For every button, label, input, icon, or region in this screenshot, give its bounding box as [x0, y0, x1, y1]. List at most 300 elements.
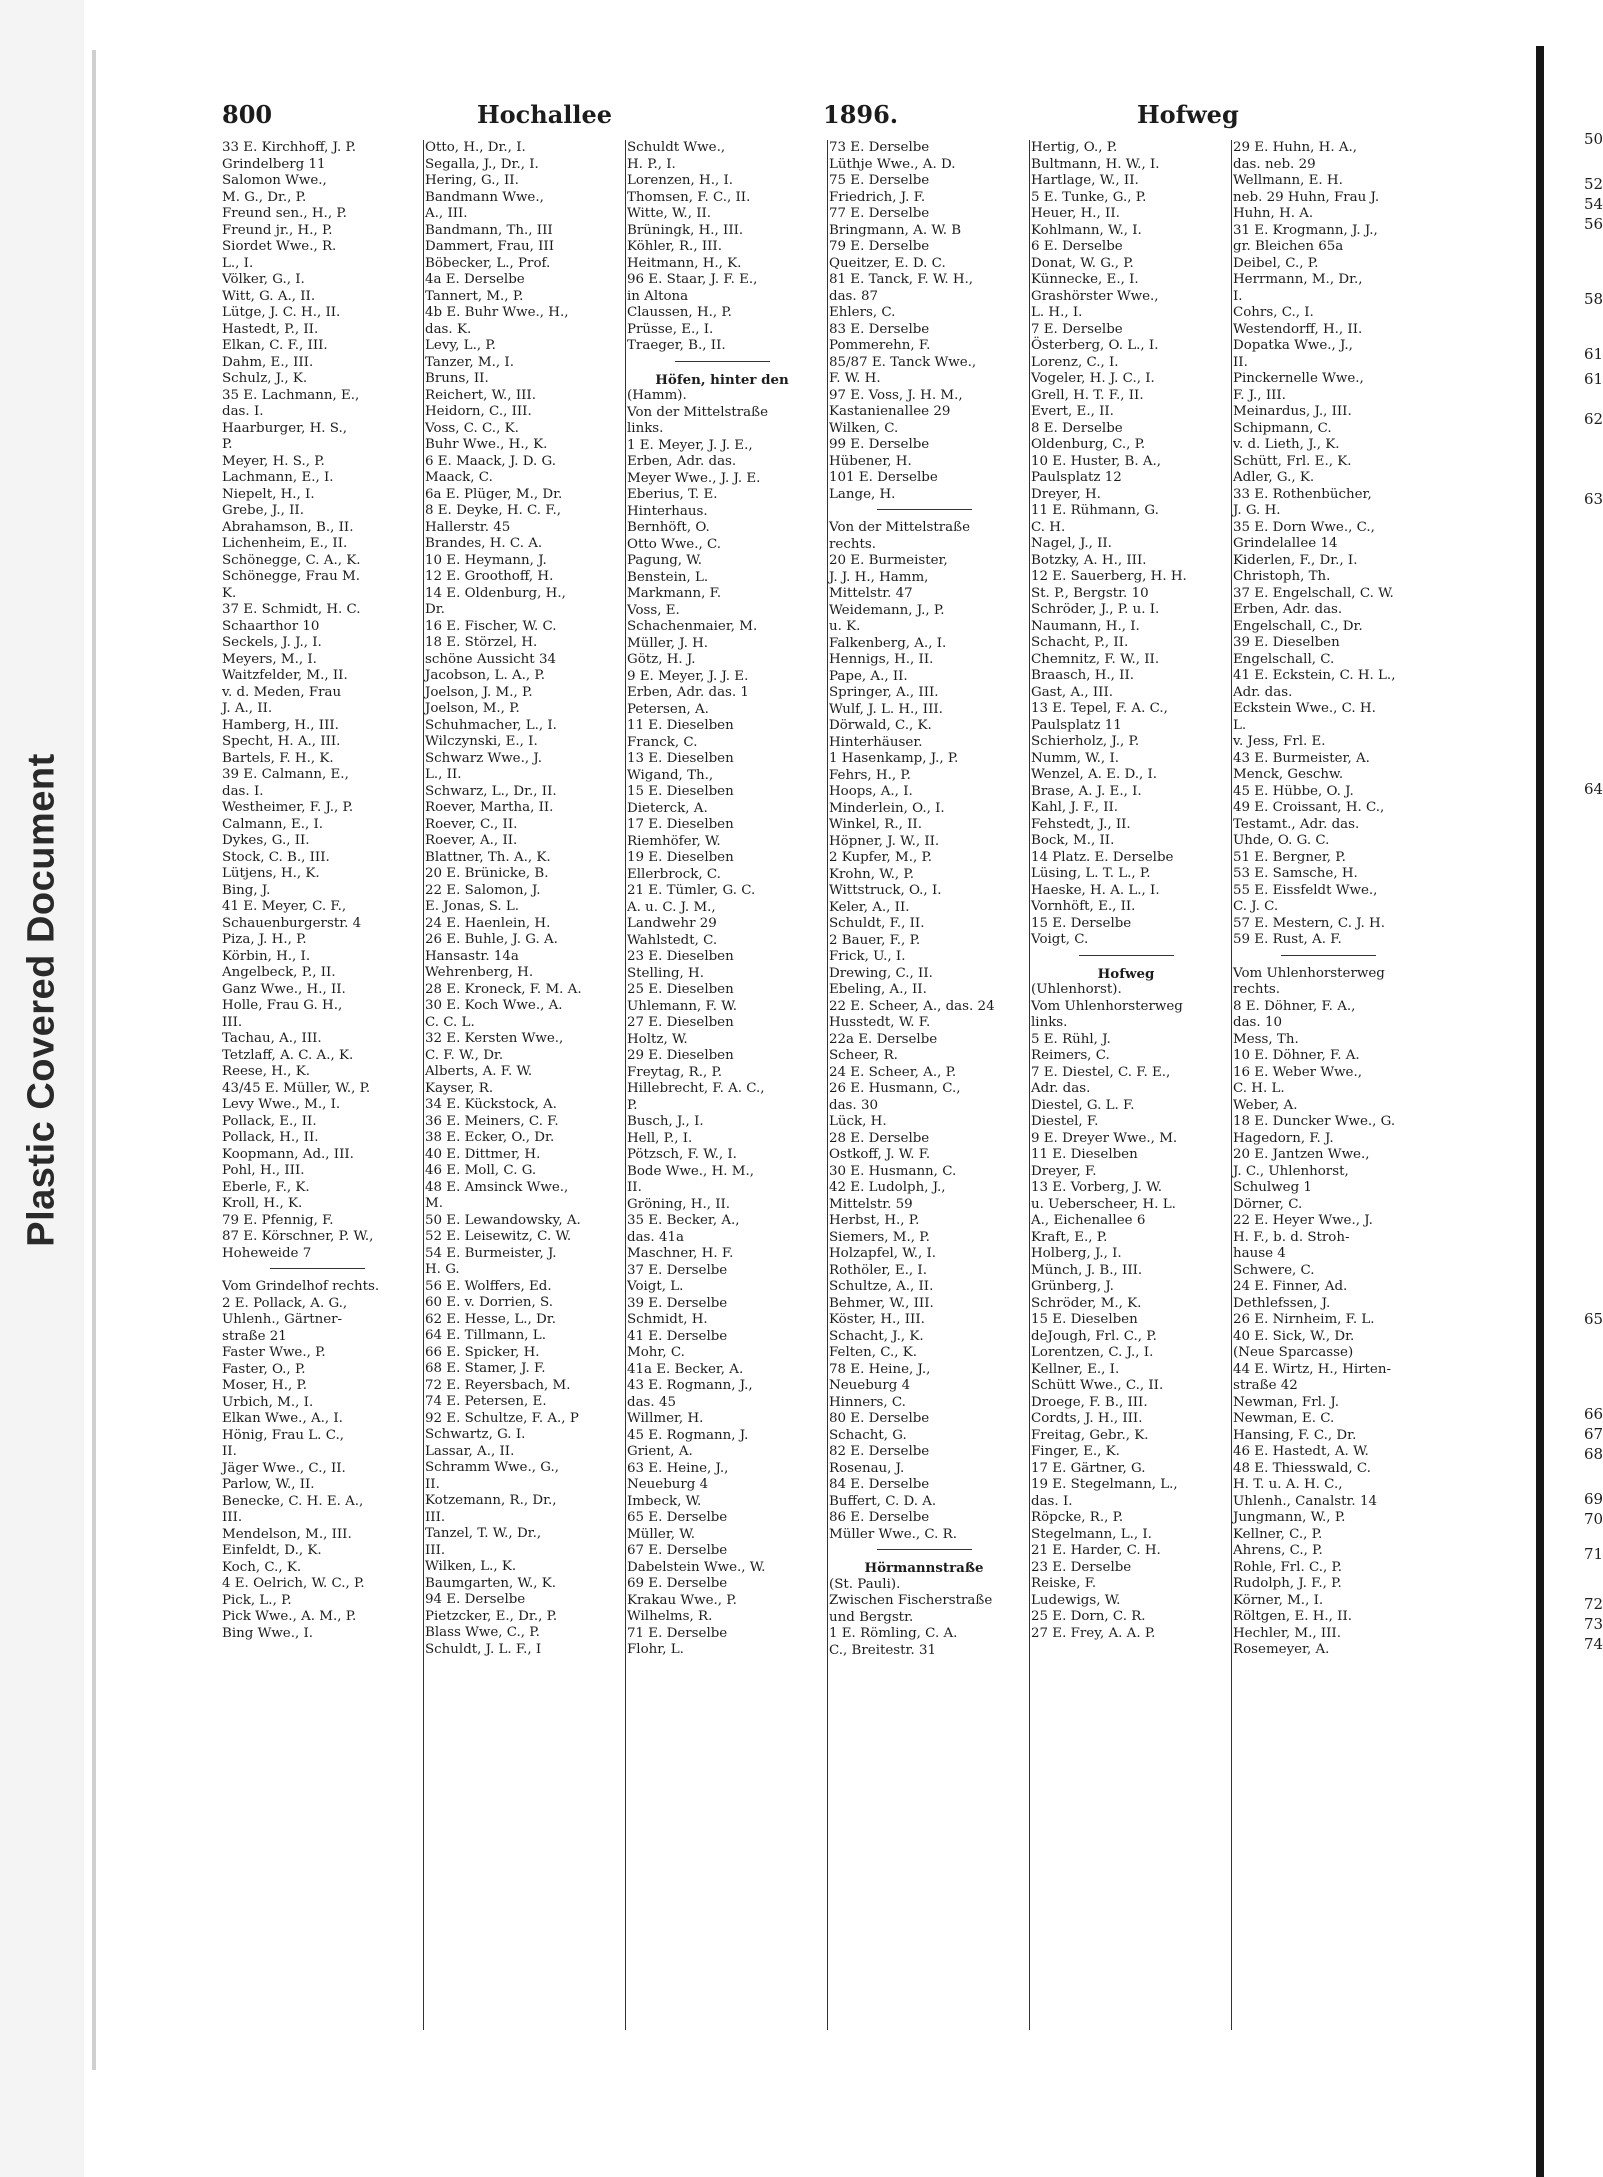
directory-entry: Levy Wwe., M., I.: [222, 1097, 341, 1112]
directory-entry: und Bergstr.: [829, 1609, 914, 1625]
directory-entry: Meyer Wwe., J. J. E.: [627, 470, 761, 486]
directory-entry: 54 E. Burmeister, J.: [425, 1245, 557, 1261]
directory-entry: C. F. W., Dr.: [425, 1047, 504, 1063]
directory-entry: Mendelson, M., III.: [222, 1526, 352, 1542]
directory-entry: Röpcke, R., P.: [1031, 1510, 1124, 1525]
directory-entry: Parlow, W., II.: [222, 1477, 315, 1492]
directory-entry: 6 E. Derselbe: [1031, 239, 1123, 254]
directory-entry: Winkel, R., II.: [829, 817, 922, 832]
directory-entry: Westendorff, H., II.: [1233, 321, 1363, 337]
directory-entry: 35 E. Dorn Wwe., C.,: [1233, 519, 1375, 535]
adjacent-page-number: 50: [1584, 130, 1603, 148]
directory-entry: 26 E. Buhle, J. G. A.: [425, 932, 558, 947]
directory-entry: 42 E. Ludolph, J.,: [829, 1180, 946, 1195]
directory-entry: straße 21: [222, 1328, 287, 1344]
directory-entry: 17 E. Dieselben: [627, 817, 734, 832]
directory-entry: M. G., Dr., P.: [222, 189, 307, 205]
directory-entry: v. Jess, Frl. E.: [1233, 734, 1326, 749]
adjacent-page-number: 71: [1584, 1545, 1603, 1563]
directory-entry: Pommerehn, F.: [829, 338, 931, 353]
directory-entry: Stegelmann, L., I.: [1031, 1526, 1152, 1542]
directory-entry: Thomsen, F. C., II.: [627, 189, 751, 205]
adjacent-page-number: 56: [1584, 215, 1603, 233]
directory-entry: III.: [425, 1509, 446, 1525]
directory-entry: Hechler, M., III.: [1233, 1625, 1341, 1641]
directory-entry: Stelling, H.: [627, 965, 704, 981]
adjacent-page-number: 64: [1584, 780, 1603, 798]
directory-entry: Nagel, J., II.: [1031, 536, 1112, 551]
directory-entry: J. G. H.: [1233, 503, 1281, 518]
directory-entry: F. W. H.: [829, 371, 881, 386]
directory-entry: Einfeldt, D., K.: [222, 1543, 322, 1558]
directory-entry: 55 E. Eissfeldt Wwe.,: [1233, 882, 1378, 898]
directory-entry: 27 E. Frey, A. A. P.: [1031, 1625, 1156, 1641]
directory-entry: C. J. C.: [1233, 899, 1279, 914]
directory-entry: 22 E. Scheer, A., das. 24: [829, 998, 995, 1014]
directory-entry: 33 E. Rothenbücher,: [1233, 486, 1372, 502]
directory-entry: 7 E. Diestel, C. F. E.,: [1031, 1064, 1171, 1080]
directory-entry: 97 E. Voss, J. H. M.,: [829, 387, 963, 403]
directory-entry: Rothöler, E., I.: [829, 1262, 927, 1278]
directory-entry: Kayser, R.: [425, 1080, 494, 1096]
directory-entry: Lütge, J. C. H., II.: [222, 305, 341, 320]
page-edge: [92, 50, 96, 2070]
directory-entry: Donat, W. G., P.: [1031, 255, 1134, 271]
directory-entry: 10 E. Döhner, F. A.: [1233, 1048, 1360, 1063]
directory-entry: 75 E. Derselbe: [829, 173, 930, 188]
directory-entry: Prüsse, E., I.: [627, 321, 714, 337]
directory-entry: 56 E. Wolffers, Ed.: [425, 1278, 552, 1294]
directory-entry: Ludewigs, W.: [1031, 1592, 1121, 1608]
directory-entry: 40 E. Dittmer, H.: [425, 1146, 541, 1162]
directory-entry: 48 E. Amsinck Wwe.,: [425, 1179, 569, 1195]
directory-entry: 67 E. Derselbe: [627, 1543, 728, 1558]
directory-entry: Krakau Wwe., P.: [627, 1592, 737, 1608]
directory-entry: 74 E. Petersen, E.: [425, 1394, 547, 1409]
directory-entry: 8 E. Derselbe: [1031, 420, 1123, 436]
directory-entry: Botzky, A. H., III.: [1031, 552, 1147, 568]
directory-entry: 16 E. Fischer, W. C.: [425, 618, 557, 634]
directory-entry: Oldenburg, C., P.: [1031, 437, 1146, 452]
directory-entry: Voigt, C.: [1031, 932, 1089, 947]
directory-entry: Salomon Wwe.,: [222, 173, 327, 188]
directory-entry: Wenzel, A. E. D., I.: [1031, 767, 1158, 782]
directory-entry: Ebeling, A., II.: [829, 982, 927, 997]
directory-entry: Dörner, C.: [1233, 1196, 1303, 1212]
directory-entry: 45 E. Rogmann, J.: [627, 1427, 749, 1443]
directory-entry: Schacht, P., II.: [1031, 635, 1129, 650]
directory-entry: Felten, C., K.: [829, 1345, 918, 1360]
directory-entry: Eberius, T. E.: [627, 487, 718, 502]
directory-entry: Ganz Wwe., H., II.: [222, 981, 346, 997]
directory-entry: (Neue Sparcasse): [1233, 1345, 1354, 1360]
directory-entry: Paulsplatz 11: [1031, 717, 1122, 733]
directory-entry: Pagung, W.: [627, 553, 702, 568]
directory-entry: Petersen, A.: [627, 701, 709, 717]
directory-entry: 41 E. Meyer, C. F.,: [222, 899, 347, 914]
directory-entry: L., I.: [222, 255, 254, 271]
directory-entry: Bartels, F. H., K.: [222, 750, 334, 766]
directory-entry: St. P., Bergstr. 10: [1031, 585, 1149, 601]
directory-entry: 50 E. Lewandowsky, A.: [425, 1212, 581, 1228]
directory-entry: Westheimer, F. J., P.: [222, 800, 354, 815]
directory-entry: Rosemeyer, A.: [1233, 1642, 1330, 1657]
directory-entry: Pick, L., P.: [222, 1592, 292, 1608]
column-rule: [827, 140, 828, 2030]
directory-entry: das. I.: [222, 783, 264, 799]
directory-entry: Busch, J., I.: [627, 1114, 704, 1129]
directory-entry: Hoops, A., I.: [829, 784, 913, 799]
directory-entry: Wilhelms, R.: [627, 1609, 713, 1624]
directory-entry: P.: [222, 437, 233, 452]
directory-entry: Mittelstr. 47: [829, 586, 913, 601]
directory-entry: (Uhlenhorst).: [1031, 982, 1122, 997]
directory-entry: 13 E. Vorberg, J. W.: [1031, 1180, 1162, 1195]
directory-entry: Engelschall, C., Dr.: [1233, 618, 1363, 634]
page-header: [222, 100, 1432, 136]
directory-entry: 43 E. Burmeister, A.: [1233, 750, 1370, 766]
directory-entry: Meyer, H. S., P.: [222, 453, 325, 469]
directory-entry: Alberts, A. F. W.: [425, 1064, 533, 1079]
directory-entry: Hansastr. 14a: [425, 948, 519, 964]
directory-entry: Pötzsch, F. W., I.: [627, 1147, 737, 1162]
directory-entry: Müller, J. H.: [627, 635, 709, 651]
directory-entry: 73 E. Derselbe: [829, 140, 930, 155]
directory-entry: Schmidt, H.: [627, 1312, 708, 1327]
directory-entry: 60 E. v. Dorrien, S.: [425, 1295, 553, 1310]
section-divider: [1079, 955, 1174, 958]
directory-entry: (St. Pauli).: [829, 1576, 901, 1592]
directory-entry: Scheer, R.: [829, 1048, 898, 1063]
directory-entry: Hansing, F. C., Dr.: [1233, 1427, 1357, 1443]
directory-entry: Schramm Wwe., G.,: [425, 1460, 559, 1475]
directory-entry: Freund jr., H., P.: [222, 222, 333, 238]
directory-entry: Heitmann, H., K.: [627, 255, 742, 271]
directory-entry: Lüsing, L. T. L., P.: [1031, 866, 1151, 881]
directory-entry: 92 E. Schultze, F. A., P: [425, 1410, 579, 1426]
directory-entry: Vom Grindelhof rechts.: [222, 1279, 380, 1294]
directory-entry: 22a E. Derselbe: [829, 1031, 938, 1047]
directory-entry: 35 E. Lachmann, E.,: [222, 387, 360, 403]
directory-entry: Adr. das.: [1031, 1081, 1091, 1096]
adjacent-page-number: 72: [1584, 1595, 1603, 1613]
directory-entry: 46 E. Moll, C. G.: [425, 1163, 537, 1178]
directory-entry: Tanzer, M., I.: [425, 354, 514, 370]
directory-entry: Voss, E.: [627, 602, 680, 618]
directory-entry: Voigt, L.: [627, 1279, 684, 1294]
directory-entry: Landwehr 29: [627, 916, 717, 931]
directory-entry: Erben, Adr. das.: [1233, 602, 1343, 617]
directory-entry: 11 E. Dieselben: [627, 718, 734, 733]
directory-entry: Hübener, H.: [829, 453, 912, 469]
directory-entry: 19 E. Dieselben: [627, 850, 734, 865]
directory-entry: 30 E. Husmann, C.: [829, 1163, 957, 1179]
directory-entry: Wahlstedt, C.: [627, 932, 718, 948]
directory-entry: Lorenzen, H., I.: [627, 173, 734, 188]
directory-entry: 20 E. Jantzen Wwe.,: [1233, 1147, 1370, 1162]
directory-entry: Vom Uhlenhorsterweg: [1233, 965, 1385, 981]
directory-entry: 94 E. Derselbe: [425, 1592, 526, 1607]
directory-entry: Gröning, H., II.: [627, 1196, 731, 1212]
directory-entry: 25 E. Dieselben: [627, 982, 734, 997]
directory-entry: Numm, W., I.: [1031, 750, 1119, 766]
section-divider: [675, 361, 770, 364]
directory-entry: Schütt, Frl. E., K.: [1233, 453, 1352, 469]
directory-entry: 20 E. Brünicke, B.: [425, 866, 549, 881]
directory-entry: Lüthje Wwe., A. D.: [829, 156, 956, 172]
directory-entry: Lorenz, C., I.: [1031, 354, 1119, 370]
directory-entry: 85/87 E. Tanck Wwe.,: [829, 354, 977, 370]
directory-entry: Traeger, B., II.: [627, 338, 726, 353]
directory-entry: Bringmann, A. W. B: [829, 222, 962, 238]
directory-entry: Dopatka Wwe., J.,: [1233, 338, 1353, 353]
directory-entry: Schachenmaier, M.: [627, 619, 758, 634]
directory-entry: 43 E. Rogmann, J.,: [627, 1378, 753, 1393]
directory-entry: deJough, Frl. C., P.: [1031, 1328, 1157, 1344]
directory-entry: II.: [1233, 354, 1248, 370]
directory-entry: Buhr Wwe., H., K.: [425, 437, 548, 452]
directory-entry: Bode Wwe., H. M.,: [627, 1163, 754, 1179]
directory-entry: C., Breitestr. 31: [829, 1642, 937, 1658]
directory-entry: 29 E. Dieselben: [627, 1048, 734, 1063]
directory-entry: 1 E. Meyer, J. J. E.,: [627, 437, 753, 453]
directory-entry: Dammert, Frau, III: [425, 239, 555, 254]
directory-entry: das. 10: [1233, 1015, 1282, 1030]
directory-entry: A. u. C. J. M.,: [627, 899, 716, 915]
directory-entry: Benecke, C. H. E. A.,: [222, 1493, 364, 1509]
adjacent-page-number: 73: [1584, 1615, 1603, 1633]
directory-entry: 59 E. Rust, A. F.: [1233, 932, 1342, 947]
directory-entry: 78 E. Heine, J.,: [829, 1361, 931, 1377]
directory-entry: Dieterck, A.: [627, 800, 708, 816]
directory-entry: das. I.: [1031, 1493, 1073, 1509]
directory-entry: Schulz, J., K.: [222, 371, 308, 386]
directory-entry: Kohlmann, W., I.: [1031, 222, 1142, 238]
directory-entry: 5 E. Rühl, J.: [1031, 1031, 1111, 1047]
directory-entry: Dethlefssen, J.: [1233, 1295, 1331, 1311]
directory-entry: Körner, M., I.: [1233, 1592, 1324, 1608]
directory-column: [1031, 140, 1221, 2030]
directory-entry: Maack, C.: [425, 470, 493, 485]
directory-entry: 13 E. Dieselben: [627, 751, 734, 766]
directory-entry: 41 E. Eckstein, C. H. L.,: [1233, 668, 1396, 683]
page-number: 800: [222, 100, 273, 129]
directory-entry: Piza, J. H., P.: [222, 932, 307, 947]
directory-entry: Baumgarten, W., K.: [425, 1575, 556, 1591]
directory-entry: 14 E. Oldenburg, H.,: [425, 585, 566, 601]
directory-entry: 18 E. Duncker Wwe., G.: [1233, 1114, 1396, 1129]
directory-columns: [222, 140, 1432, 2030]
directory-entry: 81 E. Tanck, F. W. H.,: [829, 272, 974, 287]
directory-entry: I.: [1233, 288, 1243, 304]
directory-entry: Haarburger, H. S.,: [222, 420, 347, 436]
directory-entry: Maschner, H. F.: [627, 1246, 734, 1261]
directory-entry: Lichenheim, E., II.: [222, 536, 348, 551]
directory-entry: 12 E. Sauerberg, H. H.: [1031, 569, 1187, 584]
directory-entry: 57 E. Mestern, C. J. H.: [1233, 915, 1385, 931]
directory-entry: Dabelstein Wwe., W.: [627, 1559, 766, 1575]
directory-entry: Schipmann, C.: [1233, 420, 1332, 436]
directory-entry: Jäger Wwe., C., II.: [222, 1460, 346, 1476]
directory-entry: Hertig, O., P.: [1031, 140, 1118, 155]
directory-entry: Schwere, C.: [1233, 1262, 1315, 1278]
directory-entry: Schröder, J., P. u. I.: [1031, 602, 1160, 617]
directory-entry: L.: [1233, 717, 1247, 733]
directory-entry: Schuldt, F., II.: [829, 916, 925, 931]
directory-entry: Grashörster Wwe.,: [1031, 288, 1159, 304]
directory-entry: Hinterhäuser.: [829, 734, 923, 750]
directory-entry: Wehrenberg, H.: [425, 965, 534, 980]
directory-entry: Holzapfel, W., I.: [829, 1246, 937, 1261]
adjacent-page-number: 61: [1584, 345, 1603, 363]
directory-entry: Hering, G., II.: [425, 173, 519, 188]
directory-entry: Schuhmacher, L., I.: [425, 717, 557, 733]
directory-entry: Wigand, Th.,: [627, 767, 714, 783]
directory-entry: Roever, Martha, II.: [425, 800, 554, 815]
directory-entry: Vom Uhlenhorsterweg: [1031, 998, 1183, 1014]
adjacent-page-number: 69: [1584, 1490, 1603, 1508]
directory-entry: Witt, G. A., II.: [222, 288, 316, 304]
watermark-text: Plastic Covered Document: [20, 753, 63, 1247]
directory-entry: 52 E. Leisewitz, C. W.: [425, 1229, 572, 1244]
directory-entry: Jacobson, L. A., P.: [425, 668, 545, 683]
directory-entry: A., III.: [425, 206, 468, 221]
directory-entry: Droege, F. B., III.: [1031, 1394, 1148, 1410]
directory-entry: Dörwald, C., K.: [829, 718, 932, 733]
directory-entry: Pohl, H., III.: [222, 1163, 305, 1178]
directory-entry: III.: [222, 1014, 243, 1030]
directory-entry: Kellner, C., P.: [1233, 1526, 1323, 1542]
directory-entry: 21 E. Tümler, G. C.: [627, 883, 756, 898]
directory-entry: Heidorn, C., III.: [425, 404, 532, 419]
directory-entry: 16 E. Weber Wwe.,: [1233, 1064, 1362, 1080]
directory-entry: Hastedt, P., II.: [222, 321, 319, 337]
directory-entry: Diestel, G. L. F.: [1031, 1097, 1135, 1113]
directory-entry: Köster, H., III.: [829, 1312, 925, 1327]
directory-entry: L., II.: [425, 767, 462, 782]
directory-entry: 19 E. Stegelmann, L.,: [1031, 1477, 1178, 1492]
directory-entry: 21 E. Harder, C. H.: [1031, 1543, 1161, 1558]
directory-entry: Elkan, C. F., III.: [222, 338, 328, 353]
directory-entry: u. K.: [829, 619, 861, 634]
directory-entry: Herrmann, M., Dr.,: [1233, 272, 1363, 287]
section-divider: [270, 1268, 365, 1271]
directory-entry: 37 E. Schmidt, H. C.: [222, 602, 361, 617]
directory-entry: 8 E. Deyke, H. C. F.,: [425, 503, 562, 518]
directory-entry: 11 E. Dieselben: [1031, 1147, 1138, 1162]
directory-entry: das. I.: [222, 404, 264, 419]
section-divider: [877, 509, 972, 512]
directory-entry: Paulsplatz 12: [1031, 470, 1122, 485]
directory-entry: Ehlers, C.: [829, 305, 896, 320]
directory-entry: Götz, H. J.: [627, 652, 696, 667]
directory-entry: 84 E. Derselbe: [829, 1477, 930, 1492]
directory-entry: 1 Hasenkamp, J., P.: [829, 751, 959, 766]
directory-entry: Schauenburgerstr. 4: [222, 915, 362, 931]
directory-entry: Husstedt, W. F.: [829, 1015, 931, 1030]
directory-entry: 71 E. Derselbe: [627, 1625, 728, 1641]
directory-entry: Levy, L., P.: [425, 338, 496, 353]
directory-entry: Uhlenh., Gärtner-: [222, 1312, 343, 1327]
directory-entry: 37 E. Derselbe: [627, 1262, 728, 1278]
adjacent-page-number: 74: [1584, 1635, 1603, 1653]
directory-entry: J. J. H., Hamm,: [829, 569, 929, 585]
directory-entry: Eckstein Wwe., C. H.: [1233, 701, 1376, 716]
directory-entry: Witte, W., II.: [627, 206, 712, 221]
directory-entry: Rohle, Frl. C., P.: [1233, 1559, 1343, 1575]
directory-entry: II.: [222, 1444, 237, 1459]
directory-entry: Ostkoff, J. W. F.: [829, 1147, 931, 1162]
directory-entry: H. P., I.: [627, 156, 676, 172]
directory-entry: Hell, P., I.: [627, 1130, 693, 1146]
directory-entry: Schierholz, J., P.: [1031, 734, 1140, 749]
directory-entry: Wulf, J. L. H., III.: [829, 701, 943, 717]
directory-entry: Abrahamson, B., II.: [222, 519, 354, 535]
directory-entry: Adr. das.: [1233, 684, 1293, 700]
directory-entry: 24 E. Finner, Ad.: [1233, 1279, 1348, 1294]
directory-entry: Freitag, Gebr., K.: [1031, 1427, 1149, 1443]
adjacent-page-number: 65: [1584, 1310, 1603, 1328]
section-divider: [877, 1549, 972, 1552]
directory-entry: 24 E. Haenlein, H.: [425, 915, 551, 931]
directory-column: [1233, 140, 1423, 2030]
directory-entry: 45 E. Hübbe, O. J.: [1233, 783, 1354, 799]
directory-entry: Kroll, H., K.: [222, 1196, 303, 1211]
directory-entry: 32 E. Kersten Wwe.,: [425, 1031, 564, 1046]
directory-entry: Wellmann, E. H.: [1233, 173, 1343, 188]
directory-entry: Bandmann Wwe.,: [425, 189, 544, 205]
directory-entry: 72 E. Reyersbach, M.: [425, 1377, 571, 1393]
directory-entry: Pick Wwe., A. M., P.: [222, 1609, 357, 1624]
directory-entry: Imbeck, W.: [627, 1493, 702, 1509]
directory-entry: Schwarz Wwe., J.: [425, 750, 542, 766]
directory-entry: Dreyer, H.: [1031, 486, 1101, 502]
book-spine: [1536, 46, 1544, 2177]
directory-entry: Angelbeck, P., II.: [222, 965, 336, 980]
directory-entry: Joelson, M., P.: [425, 701, 520, 716]
directory-entry: Stock, C. B., III.: [222, 849, 330, 865]
directory-entry: Hennigs, H., II.: [829, 652, 934, 667]
directory-entry: 39 E. Calmann, E.,: [222, 767, 349, 782]
directory-entry: J. C., Uhlenhorst,: [1233, 1163, 1349, 1179]
directory-entry: das. 45: [627, 1394, 676, 1410]
section-divider: [1281, 955, 1376, 958]
directory-entry: Adler, G., K.: [1233, 470, 1315, 485]
directory-entry: Schönegge, Frau M.: [222, 569, 361, 584]
directory-entry: Wilczynski, E., I.: [425, 734, 538, 749]
directory-entry: 28 E. Derselbe: [829, 1130, 930, 1146]
directory-entry: das. K.: [425, 321, 472, 337]
directory-entry: H. T. u. A. H. C.,: [1233, 1477, 1343, 1492]
directory-entry: II.: [627, 1180, 642, 1195]
directory-entry: Buffert, C. D. A.: [829, 1493, 937, 1509]
directory-entry: Newman, Frl. J.: [1233, 1394, 1339, 1410]
directory-entry: Meyers, M., I.: [222, 651, 317, 667]
directory-entry: Vogeler, H. J. C., I.: [1031, 371, 1155, 386]
directory-entry: Von der Mittelstraße: [829, 520, 971, 535]
directory-entry: Drewing, C., II.: [829, 965, 933, 981]
directory-entry: 48 E. Thiesswald, C.: [1233, 1460, 1371, 1476]
directory-entry: Bing Wwe., I.: [222, 1625, 314, 1641]
directory-entry: Engelschall, C.: [1233, 651, 1335, 667]
directory-entry: Segalla, J., Dr., I.: [425, 156, 539, 172]
directory-entry: Claussen, H., P.: [627, 305, 732, 320]
directory-entry: 29 E. Huhn, H. A.,: [1233, 140, 1358, 155]
directory-entry: 31 E. Krogmann, J. J.,: [1233, 222, 1378, 238]
directory-entry: Brase, A. J. E., I.: [1031, 783, 1142, 799]
street-heading: Hofweg: [1097, 965, 1155, 982]
directory-entry: Schröder, M., K.: [1031, 1295, 1142, 1311]
